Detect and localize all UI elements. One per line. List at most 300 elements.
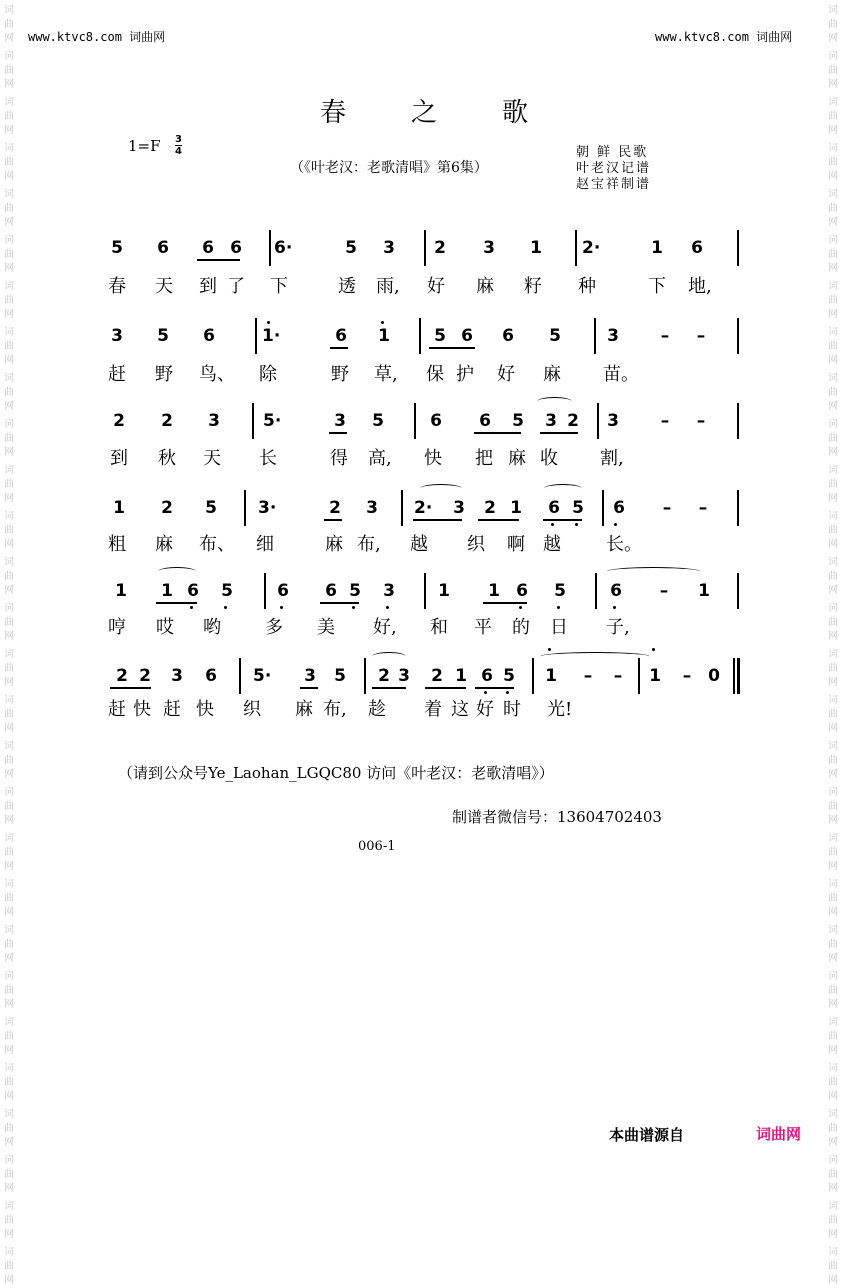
- barline: [737, 573, 739, 609]
- lyric: 快: [424, 448, 442, 469]
- lyric: 的: [512, 617, 530, 638]
- note: –: [659, 581, 669, 601]
- note: 3: [208, 411, 220, 431]
- time-signature: [175, 134, 182, 157]
- lyric: 越: [410, 534, 428, 555]
- lyric: 子,: [606, 617, 630, 638]
- note: 5: [434, 326, 446, 346]
- watermark-text: 词 曲 网: [828, 925, 838, 964]
- credit-transcriber: 叶老汉记谱: [576, 161, 652, 176]
- note: 6: [205, 666, 217, 686]
- lyric: 光!: [547, 699, 573, 720]
- lyric: 到: [110, 448, 128, 469]
- note: 6: [203, 326, 215, 346]
- note: 6: [613, 498, 625, 518]
- lyric: 春: [108, 276, 126, 297]
- lyric: 赶: [163, 699, 181, 720]
- octave-dot-above: [548, 648, 551, 651]
- note: 2: [431, 666, 443, 686]
- lyric: 下: [270, 276, 288, 297]
- watermark-text: 词 曲 网: [4, 51, 14, 90]
- note: 0: [708, 666, 720, 686]
- lyric: 高,: [368, 448, 392, 469]
- lyric: 麻: [543, 364, 561, 385]
- lyric: 麻: [295, 699, 313, 720]
- barline: [602, 490, 604, 526]
- watermark-text: 词 曲 网: [4, 235, 14, 274]
- note: –: [696, 326, 706, 346]
- lyric: 和: [430, 617, 448, 638]
- note: –: [660, 411, 670, 431]
- site-logo[interactable]: 词曲网: [756, 1125, 802, 1143]
- note: 3: [111, 326, 123, 346]
- beam-underline: [475, 687, 514, 689]
- lyric: 赶: [108, 364, 126, 385]
- watermark-text: 词 曲 网: [828, 971, 838, 1010]
- note: 3: [545, 411, 557, 431]
- lyric: 除: [259, 364, 277, 385]
- lyric: 到: [199, 276, 217, 297]
- watermark-text: 词 曲 网: [828, 97, 838, 136]
- note: 2: [113, 411, 125, 431]
- lyric: 长。: [606, 534, 642, 555]
- lyric: 长: [259, 448, 277, 469]
- note: 6: [202, 238, 214, 258]
- lyric: 哟: [203, 617, 221, 638]
- beam-underline: [372, 687, 406, 689]
- octave-dot-below: [575, 523, 578, 526]
- note: 1: [510, 498, 522, 518]
- note: –: [583, 666, 593, 686]
- note: 1: [438, 581, 450, 601]
- watermark-text: 词 曲 网: [4, 603, 14, 642]
- watermark-text: 词 曲 网: [828, 649, 838, 688]
- note: 1: [115, 581, 127, 601]
- watermark-text: 词 曲 网: [828, 51, 838, 90]
- tie-arc: [540, 652, 650, 661]
- note: 3: [366, 498, 378, 518]
- lyric: 雨,: [376, 276, 400, 297]
- lyric: 多: [265, 617, 283, 638]
- barline: [264, 573, 266, 609]
- note: 6: [430, 411, 442, 431]
- note: 2: [329, 498, 341, 518]
- watermark-text: 词 曲 网: [4, 879, 14, 918]
- watermark-text: 词 曲 网: [828, 1109, 838, 1148]
- watermark-text: 词 曲 网: [828, 1017, 838, 1056]
- watermark-text: 词 曲 网: [4, 833, 14, 872]
- lyric: 着: [424, 699, 442, 720]
- beam-underline: [478, 519, 519, 521]
- watermark-text: 词 曲 网: [828, 1247, 838, 1286]
- barline: [239, 658, 241, 694]
- note: 3: [453, 498, 465, 518]
- page-number: 006-1: [358, 839, 396, 854]
- octave-dot-below: [352, 606, 355, 609]
- watermark-text: 词 曲 网: [828, 465, 838, 504]
- watermark-text: 词 曲 网: [828, 235, 838, 274]
- lyric: 护: [456, 364, 474, 385]
- credits: [576, 145, 651, 193]
- beam-underline: [110, 687, 151, 689]
- lyric: 细: [256, 534, 274, 555]
- note: 5: [349, 581, 361, 601]
- note: 2·: [414, 498, 433, 518]
- beam-underline: [324, 519, 342, 521]
- barline: [737, 230, 739, 266]
- note: 1: [378, 326, 390, 346]
- lyric: 越: [543, 534, 561, 555]
- beam-underline: [329, 432, 347, 434]
- barline: [424, 230, 426, 266]
- watermark-text: 词 曲 网: [4, 1247, 14, 1286]
- lyric: 透: [338, 276, 356, 297]
- note: 1: [113, 498, 125, 518]
- beam-underline: [543, 519, 582, 521]
- lyric: 麻: [325, 534, 343, 555]
- tie-arc: [607, 567, 700, 576]
- octave-dot-below: [506, 691, 509, 694]
- note: 3: [483, 238, 495, 258]
- wechat-contact: 制谱者微信号：13604702403: [452, 808, 662, 826]
- lyric: 布、: [199, 534, 235, 555]
- note: 6: [461, 326, 473, 346]
- octave-dot-below: [614, 523, 617, 526]
- note: 1: [161, 581, 173, 601]
- watermark-text: 词 曲 网: [4, 649, 14, 688]
- beam-underline: [320, 602, 359, 604]
- meter-bottom: 4: [175, 146, 182, 157]
- credit-origin: 朝 鲜 民歌: [576, 145, 649, 160]
- note: 1·: [262, 326, 281, 346]
- note: 1: [488, 581, 500, 601]
- lyric: 割,: [600, 448, 624, 469]
- octave-dot-above: [652, 648, 655, 651]
- lyric: 麻: [476, 276, 494, 297]
- octave-dot-above: [267, 321, 270, 324]
- barline: [733, 658, 735, 694]
- octave-dot-below: [224, 606, 227, 609]
- lyric: 赶: [108, 699, 126, 720]
- barline: [737, 318, 739, 354]
- barline: [252, 403, 254, 439]
- watermark-text: 词 曲 网: [4, 741, 14, 780]
- watermark-text: 词 曲 网: [4, 189, 14, 228]
- watermark-text: 词 曲 网: [828, 879, 838, 918]
- note: 1: [649, 666, 661, 686]
- title-char: 之: [410, 98, 439, 128]
- note: 3: [607, 326, 619, 346]
- subtitle: （《叶老汉：老歌清唱》第6集）: [290, 160, 488, 176]
- barline: [244, 490, 246, 526]
- note: 6: [548, 498, 560, 518]
- key-signature: 1=F: [128, 137, 161, 155]
- note: 6: [502, 326, 514, 346]
- note: 2: [378, 666, 390, 686]
- watermark-text: 词 曲 网: [4, 1063, 14, 1102]
- watermark-text: 词 曲 网: [4, 1017, 14, 1056]
- note: 5: [157, 326, 169, 346]
- watermark-text: 词 曲 网: [828, 5, 838, 44]
- lyric: 这: [451, 699, 469, 720]
- watermark-text: 词 曲 网: [828, 189, 838, 228]
- octave-dot-above: [381, 321, 384, 324]
- watermark-text: 词 曲 网: [828, 741, 838, 780]
- lyric: 麻: [508, 448, 526, 469]
- barline: [597, 403, 599, 439]
- note: 5: [334, 666, 346, 686]
- note: 3: [171, 666, 183, 686]
- barline: [595, 573, 597, 609]
- watermark-text: 词 曲 网: [4, 787, 14, 826]
- note: 2: [139, 666, 151, 686]
- tie-arc: [372, 652, 406, 661]
- barline: [737, 490, 739, 526]
- note: 5·: [263, 411, 282, 431]
- octave-dot-below: [557, 606, 560, 609]
- watermark-text: 词 曲 网: [4, 97, 14, 136]
- watermark-text: 词 曲 网: [4, 925, 14, 964]
- lyric: 织: [467, 534, 485, 555]
- watermark-text: 词 曲 网: [828, 833, 838, 872]
- watermark-text: 词 曲 网: [828, 511, 838, 550]
- note: 6: [335, 326, 347, 346]
- note: 5: [372, 411, 384, 431]
- watermark-text: 词 曲 网: [4, 971, 14, 1010]
- note: 6: [479, 411, 491, 431]
- lyric: 保: [426, 364, 444, 385]
- lyric: 把: [475, 448, 493, 469]
- lyric: 草,: [374, 364, 398, 385]
- lyric: 下: [648, 276, 666, 297]
- lyric: 麻: [155, 534, 173, 555]
- site-url-right[interactable]: www.ktvc8.com 词曲网: [655, 30, 793, 44]
- lyric: 啊: [507, 534, 525, 555]
- lyric: 得: [330, 448, 348, 469]
- lyric: 快: [133, 699, 151, 720]
- octave-dot-below: [386, 606, 389, 609]
- note: 5: [572, 498, 584, 518]
- barline: [364, 658, 366, 694]
- lyric: 美: [317, 617, 335, 638]
- lyric: 布,: [357, 534, 381, 555]
- watermark-text: 词 曲 网: [828, 603, 838, 642]
- note: –: [698, 498, 708, 518]
- barline: [737, 403, 739, 439]
- note: –: [660, 326, 670, 346]
- note: 6: [691, 238, 703, 258]
- title-char: 歌: [501, 98, 530, 128]
- lyric: 哼: [108, 617, 126, 638]
- note: 3: [383, 238, 395, 258]
- octave-dot-below: [613, 606, 616, 609]
- note: 3: [607, 411, 619, 431]
- watermark-text: 词 曲 网: [828, 695, 838, 734]
- beam-underline: [452, 519, 462, 521]
- note: 6: [277, 581, 289, 601]
- tie-arc: [544, 484, 582, 493]
- beam-underline: [330, 347, 348, 349]
- watermark-text: 词 曲 网: [4, 419, 14, 458]
- beam-underline: [429, 347, 475, 349]
- barline: [255, 318, 257, 354]
- lyric: 好,: [373, 617, 397, 638]
- lyric: 快: [196, 699, 214, 720]
- note: 5: [503, 666, 515, 686]
- lyric: 好: [497, 364, 515, 385]
- barline: [575, 230, 577, 266]
- watermark-text: 词 曲 网: [4, 281, 14, 320]
- watermark-text: 词 曲 网: [4, 1201, 14, 1240]
- tie-arc: [158, 567, 196, 576]
- side-watermark-left: [2, 0, 16, 1286]
- beam-underline: [474, 432, 521, 434]
- lyric: 天: [155, 276, 173, 297]
- lyric: 日: [550, 617, 568, 638]
- barline: [424, 573, 426, 609]
- lyric: 平: [474, 617, 492, 638]
- note: 5·: [253, 666, 272, 686]
- octave-dot-below: [551, 523, 554, 526]
- lyric: 野: [331, 364, 349, 385]
- octave-dot-below: [280, 606, 283, 609]
- note: 2: [161, 498, 173, 518]
- watermark-text: 词 曲 网: [4, 373, 14, 412]
- final-barline: [737, 658, 740, 694]
- note: 5: [205, 498, 217, 518]
- note: –: [613, 666, 623, 686]
- note: 5: [554, 581, 566, 601]
- watermark-text: 词 曲 网: [828, 1155, 838, 1194]
- lyric: 趁: [368, 699, 386, 720]
- lyric: 收: [540, 448, 558, 469]
- watermark-text: 词 曲 网: [4, 695, 14, 734]
- beam-underline: [483, 602, 527, 604]
- watermark-text: 词 曲 网: [828, 1201, 838, 1240]
- watermark-text: 词 曲 网: [828, 787, 838, 826]
- note: 2: [161, 411, 173, 431]
- note: 3: [304, 666, 316, 686]
- watermark-text: 词 曲 网: [4, 511, 14, 550]
- note: 1: [651, 238, 663, 258]
- note: 6: [230, 238, 242, 258]
- note: 2: [484, 498, 496, 518]
- lyric: 哎: [156, 617, 174, 638]
- note: 3: [334, 411, 346, 431]
- note: –: [682, 666, 692, 686]
- lyric: 苗。: [603, 364, 639, 385]
- lyric: 天: [203, 448, 221, 469]
- lyric: 好: [427, 276, 445, 297]
- song-title: [320, 92, 530, 129]
- barline: [401, 490, 403, 526]
- note: 6: [610, 581, 622, 601]
- lyric: 种: [578, 276, 596, 297]
- note: 6: [516, 581, 528, 601]
- octave-dot-below: [519, 606, 522, 609]
- beam-underline: [300, 687, 318, 689]
- note: 5: [549, 326, 561, 346]
- beam-underline: [540, 432, 578, 434]
- watermark-text: 词 曲 网: [828, 373, 838, 412]
- tie-arc: [537, 397, 572, 406]
- note: 2: [434, 238, 446, 258]
- watermark-text: 词 曲 网: [4, 465, 14, 504]
- lyric: 时: [503, 699, 521, 720]
- note: 5: [111, 238, 123, 258]
- barline: [269, 230, 271, 266]
- note: 5: [221, 581, 233, 601]
- note: 2·: [582, 238, 601, 258]
- source-label: 本曲谱源自: [609, 1126, 685, 1144]
- watermark-text: 词 曲 网: [4, 1109, 14, 1148]
- note: 6: [481, 666, 493, 686]
- lyric: 织: [243, 699, 261, 720]
- barline: [638, 658, 640, 694]
- beam-underline: [197, 259, 240, 261]
- watermark-text: 词 曲 网: [4, 557, 14, 596]
- watermark-text: 词 曲 网: [828, 143, 838, 182]
- note: 1: [530, 238, 542, 258]
- lyric: 鸟、: [199, 364, 235, 385]
- note: 3·: [258, 498, 277, 518]
- note: 1: [698, 581, 710, 601]
- watermark-text: 词 曲 网: [828, 419, 838, 458]
- watermark-text: 词 曲 网: [4, 5, 14, 44]
- note: 5: [345, 238, 357, 258]
- lyric: 野: [155, 364, 173, 385]
- note: –: [696, 411, 706, 431]
- note: 6: [187, 581, 199, 601]
- lyric: 了: [227, 276, 245, 297]
- lyric: 秋: [158, 448, 176, 469]
- note: 1: [545, 666, 557, 686]
- barline: [594, 318, 596, 354]
- title-char: 春: [320, 98, 349, 128]
- octave-dot-below: [190, 606, 193, 609]
- octave-dot-below: [484, 691, 487, 694]
- watermark-text: 词 曲 网: [4, 143, 14, 182]
- note: 2: [116, 666, 128, 686]
- barline: [414, 403, 416, 439]
- official-account-note: （请到公众号Ye_Laohan_LGQC80 访问《叶老汉：老歌清唱》）: [118, 764, 554, 782]
- watermark-text: 词 曲 网: [4, 327, 14, 366]
- barline: [532, 658, 534, 694]
- note: 5: [512, 411, 524, 431]
- watermark-text: 词 曲 网: [828, 281, 838, 320]
- beam-underline: [425, 687, 466, 689]
- lyric: 地,: [688, 276, 712, 297]
- note: 6: [157, 238, 169, 258]
- lyric: 粗: [108, 534, 126, 555]
- watermark-text: 词 曲 网: [828, 1063, 838, 1102]
- lyric: 籽: [524, 276, 542, 297]
- note: 3: [383, 581, 395, 601]
- note: 1: [455, 666, 467, 686]
- tie-arc: [420, 484, 462, 493]
- site-url-left[interactable]: www.ktvc8.com 词曲网: [28, 30, 166, 44]
- note: 3: [398, 666, 410, 686]
- note: 6·: [274, 238, 293, 258]
- watermark-text: 词 曲 网: [828, 327, 838, 366]
- lyric: 布,: [323, 699, 347, 720]
- side-watermark-right: [826, 0, 840, 1286]
- lyric: 好: [476, 699, 494, 720]
- beam-underline: [156, 602, 197, 604]
- credit-engraver: 赵宝祥制谱: [576, 177, 652, 192]
- meter-top: 3: [175, 134, 182, 145]
- note: –: [662, 498, 672, 518]
